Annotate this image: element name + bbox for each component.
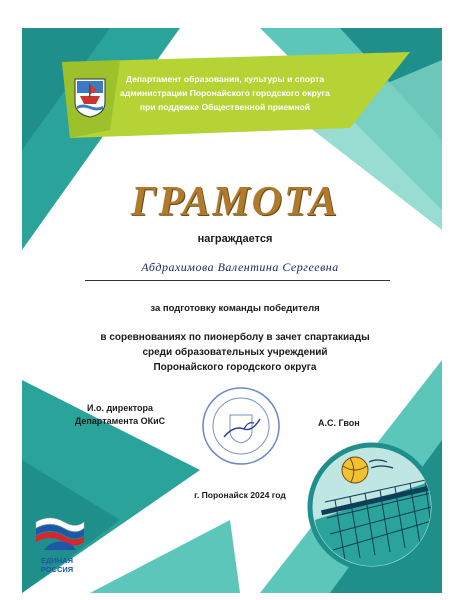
- header-line: Департамент образования, культуры и спорта: [125, 74, 325, 84]
- place-and-date: г. Поронайск 2024 год: [194, 490, 286, 500]
- header-organization: [120, 72, 330, 114]
- awarded-label: награждается: [197, 233, 273, 245]
- coat-of-arms-icon: [74, 78, 106, 118]
- party-logo-line: ЕДИНАЯ: [41, 556, 73, 565]
- competition-line: Поронайского городского округа: [153, 362, 317, 373]
- party-logo-line: РОССИЯ: [40, 565, 74, 574]
- competition-line: в соревнованиях по пионерболу в зачет спартакиады: [100, 332, 370, 343]
- header-line: при поддежке Общественной приемной: [139, 102, 311, 112]
- certificate-title: ГРАМОТА: [130, 179, 340, 225]
- competition-line: среди образовательных учреждений: [142, 347, 328, 358]
- recipient-name: Абдрахимова Валентина Сергеевна: [141, 260, 339, 274]
- position-line: Департамента ОКиС: [74, 416, 166, 426]
- competition-description: [70, 330, 400, 375]
- party-logo-text: [22, 556, 92, 574]
- official-stamp: [200, 385, 282, 467]
- header-line: администрации Поронайского городского округа: [120, 88, 330, 98]
- signatory-name: А.С. Гвон: [318, 418, 360, 428]
- position-line: И.о. директора: [86, 403, 153, 413]
- signatory-position: [60, 402, 180, 428]
- recipient-underline: [85, 280, 390, 281]
- award-reason: за подготовку команды победителя: [150, 303, 320, 314]
- volleyball-emblem: [305, 440, 440, 575]
- party-logo-icon: [30, 512, 88, 554]
